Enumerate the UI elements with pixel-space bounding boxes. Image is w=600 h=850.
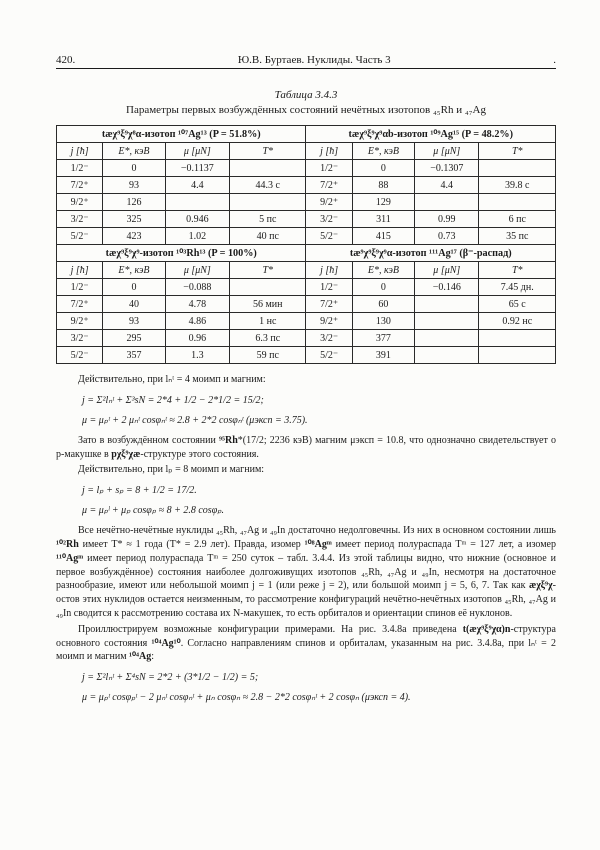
column-header: μ [μN] [165, 143, 229, 160]
table-cell: 0.946 [165, 211, 229, 228]
page-header [56, 54, 556, 69]
column-header: E*, кэВ [352, 143, 414, 160]
table-cell: 295 [103, 330, 165, 347]
page-content [56, 89, 556, 704]
table-cell: 3/2⁻ [306, 211, 352, 228]
column-header: μ [μN] [165, 262, 229, 279]
table-cell [479, 194, 556, 211]
table-cell: 59 пс [230, 347, 306, 364]
formula-line: μ = μₚˡ + μₚ cosφₚ ≈ 8 + 2.8 cosφₚ. [82, 505, 225, 517]
table-cell: 415 [352, 228, 414, 245]
table-cell: 56 мин [230, 296, 306, 313]
table-cell: 3/2⁻ [306, 330, 352, 347]
table-cell [165, 194, 229, 211]
table-cell: 93 [103, 177, 165, 194]
table-cell: 1/2⁻ [306, 279, 352, 296]
table-cell: 5/2⁻ [306, 228, 352, 245]
table-cell: 5/2⁻ [57, 228, 103, 245]
header-right-mark: . [553, 54, 556, 66]
table-cell: 0 [103, 279, 165, 296]
table-cell: 0.92 нс [479, 313, 556, 330]
column-header: E*, кэВ [352, 262, 414, 279]
table-cell [479, 160, 556, 177]
table-cell: −0.1137 [165, 160, 229, 177]
table-cell: 0.99 [415, 211, 479, 228]
table-cell: 0 [352, 160, 414, 177]
table-cell: 377 [352, 330, 414, 347]
table-section-title: tæ⁹χ⁹ξ⁹χ⁹α-изотоп ¹¹¹Ag¹⁷ (β⁻-распад) [306, 245, 556, 262]
table-cell [415, 330, 479, 347]
column-header: j [ħ] [57, 262, 103, 279]
formula-line: j = lₚ + sₚ = 8 + 1/2 = 17/2. [82, 485, 197, 497]
table-cell: 130 [352, 313, 414, 330]
formula-line: j = Σ²lₙᵗ + Σ⁴sN = 2*2 + (3*1/2 − 1/2) = 5; [82, 672, 259, 684]
table-cell: 391 [352, 347, 414, 364]
column-header: j [ħ] [57, 143, 103, 160]
table-cell: 1/2⁻ [57, 279, 103, 296]
table-cell [230, 160, 306, 177]
table-cell: 126 [103, 194, 165, 211]
table-cell [415, 313, 479, 330]
table-section-title: tæχ⁹ξ⁹χ⁹αb-изотоп ¹⁰⁹Ag¹⁵ (P = 48.2%) [306, 126, 556, 143]
table-cell [415, 296, 479, 313]
table-cell: 6 пс [479, 211, 556, 228]
formula-line: j = Σ²lₙᵗ + Σ³sN = 2*4 + 1/2 − 2*1/2 = 15/2; [82, 394, 264, 406]
table-cell: 1/2⁻ [57, 160, 103, 177]
table-cell [415, 194, 479, 211]
table-label: Таблица 3.4.3 [274, 89, 338, 101]
table-cell: 3/2⁻ [57, 211, 103, 228]
column-header: T* [230, 262, 306, 279]
table-row [57, 330, 556, 347]
table-row [57, 279, 556, 296]
table-cell [479, 347, 556, 364]
body-paragraph: Действительно, при lₙᵗ = 4 моимп и магним: [78, 374, 266, 385]
table-cell [230, 279, 306, 296]
table-cell: 35 пс [479, 228, 556, 245]
table-row [57, 313, 556, 330]
column-header: j [ħ] [306, 143, 352, 160]
table-cell: 1.3 [165, 347, 229, 364]
table-cell: 6.3 пс [230, 330, 306, 347]
page-number: 420. [56, 54, 76, 66]
table-cell [415, 347, 479, 364]
table-section-title: tæχ⁹ξ⁹χ⁸α-изотоп ¹⁰⁷Ag¹³ (P = 51.8%) [57, 126, 306, 143]
table-cell: 40 [103, 296, 165, 313]
table-cell: 7/2⁺ [306, 177, 352, 194]
table-section-title-row [57, 245, 556, 262]
table-cell [230, 194, 306, 211]
table-cell: −0.146 [415, 279, 479, 296]
table-row [57, 194, 556, 211]
table-cell: 88 [352, 177, 414, 194]
table-cell: 7/2⁺ [306, 296, 352, 313]
table-cell: 39.8 с [479, 177, 556, 194]
column-header: μ [μN] [415, 143, 479, 160]
table-cell: −0.1307 [415, 160, 479, 177]
table-cell: 0 [352, 279, 414, 296]
table-section-title: tæχ⁹ξ⁹χ⁹-изотоп ¹⁰³Rh¹³ (P = 100%) [57, 245, 306, 262]
table-row [57, 228, 556, 245]
table-cell: 4.4 [415, 177, 479, 194]
table-cell: 1/2⁻ [306, 160, 352, 177]
table-caption: Параметры первых возбуждённых состояний нечётных изотопов ₄₅Rh и ₄₇Ag [126, 104, 486, 116]
table-cell: 40 пс [230, 228, 306, 245]
table-cell [479, 330, 556, 347]
table-cell: 4.86 [165, 313, 229, 330]
body-paragraph: Действительно, при lₚ = 8 моимп и магним: [78, 464, 265, 476]
table-cell: 5/2⁻ [57, 347, 103, 364]
table-row [57, 211, 556, 228]
table-cell: 7/2⁺ [57, 177, 103, 194]
table-row [57, 296, 556, 313]
table-cell: 7.45 дн. [479, 279, 556, 296]
running-title: Ю.В. Буртаев. Нуклиды. Часть 3 [237, 54, 391, 66]
table-cell: 0.73 [415, 228, 479, 245]
table-row [57, 160, 556, 177]
formula-line: μ = μₚᵗ + 2 μₙᵗ cosφₙᵗ ≈ 2.8 + 2*2 cosφₙᵗ (μэксп = 3.75). [82, 414, 308, 426]
table-cell: 5 пс [230, 211, 306, 228]
table-cell: 4.78 [165, 296, 229, 313]
table-row [57, 177, 556, 194]
table-cell: 60 [352, 296, 414, 313]
table-cell: 0.96 [165, 330, 229, 347]
column-header: E*, кэВ [103, 262, 165, 279]
table-cell: 9/2⁺ [57, 313, 103, 330]
body-paragraph: Проиллюстрируем возможные конфигурации примерами. На рис. 3.4.8а приведена t(æχ⁹ξ⁹χα)n-структура основного состояния ¹⁰⁴Ag¹⁰. Согласно направлениям спинов и орбиталам, указанным на рис. 3.4.8а, при lₙᵗ = 2 моимп и магним ¹⁰⁴Ag: [56, 623, 556, 663]
table-cell: 357 [103, 347, 165, 364]
formula-line: μ = μₚᵗ cosφₚᵗ − 2 μₙᵗ cosφₙᵗ + μₙ cosφₙ ≈ 2.8 − 2*2 cosφₙᵗ + 2 cosφₙ (μэксп = 4). [82, 692, 411, 704]
body-paragraph: Зато в возбуждённом состоянии ⁹⁵Rh*(17/2; 2236 кэВ) магним μэксп = 10.8, что однозначно свидетельствует о p-макушке в pχξ⁹χæ-структуре этого состояния. [56, 434, 556, 460]
parameters-table [56, 125, 556, 364]
table-cell: 7/2⁺ [57, 296, 103, 313]
table-cell: 3/2⁻ [57, 330, 103, 347]
table-cell: 9/2⁺ [57, 194, 103, 211]
table-cell: 65 с [479, 296, 556, 313]
table-cell: 93 [103, 313, 165, 330]
body-paragraph: Все нечётно-нечётные нуклиды ₄₅Rh, ₄₇Ag и ₄₉In достаточно недолговечны. Из них в основном состоянии лишь ¹⁰²Rh имеет T* ≈ 1 года (T* = 2.9 лет). Правда, изомер ¹⁰⁸Agᵐ имеет период полураспада Tᵐ = 127 лет, а изомер ¹¹⁰Agᵐ имеет период полураспада Tᵐ = 250 суток – табл. 3.4.4. Из этой таблицы видно, что нижние (основное и первое возбуждённое) состояния наиболее долгоживущих изотопов ₄₅Rh, ₄₇Ag и ₄₉In, несмотря на достаточное разнообразие, имеют или небольшой моимп j = 1 (или реже j = 2), или большой моимп j = 5, 6, 7. Так как æχξ⁹χ-остов этих нуклидов остается неизменным, то рассмотрение конфигураций нечётно-нечётных изотопов ₄₅Rh, ₄₇Ag и ₄₉In сводится к рассмотрению состава их N-макушек, то есть орбиталов и ориентации спинов её нуклонов. [56, 525, 556, 619]
table-cell: 9/2⁺ [306, 313, 352, 330]
column-header: j [ħ] [306, 262, 352, 279]
column-header: T* [479, 143, 556, 160]
table-column-header-row [57, 143, 556, 160]
table-column-header-row [57, 262, 556, 279]
table-section-title-row [57, 126, 556, 143]
column-header: E*, кэВ [103, 143, 165, 160]
table-cell: 325 [103, 211, 165, 228]
table-cell: 44.3 с [230, 177, 306, 194]
table-cell: 423 [103, 228, 165, 245]
table-cell: 311 [352, 211, 414, 228]
table-row [57, 347, 556, 364]
table-cell: 4.4 [165, 177, 229, 194]
table-cell: −0.088 [165, 279, 229, 296]
table-cell: 0 [103, 160, 165, 177]
table-cell: 1 нс [230, 313, 306, 330]
table-cell: 5/2⁻ [306, 347, 352, 364]
table-cell: 9/2⁺ [306, 194, 352, 211]
column-header: T* [230, 143, 306, 160]
column-header: T* [479, 262, 556, 279]
body-text [56, 373, 556, 704]
column-header: μ [μN] [415, 262, 479, 279]
table-cell: 1.02 [165, 228, 229, 245]
table-cell: 129 [352, 194, 414, 211]
